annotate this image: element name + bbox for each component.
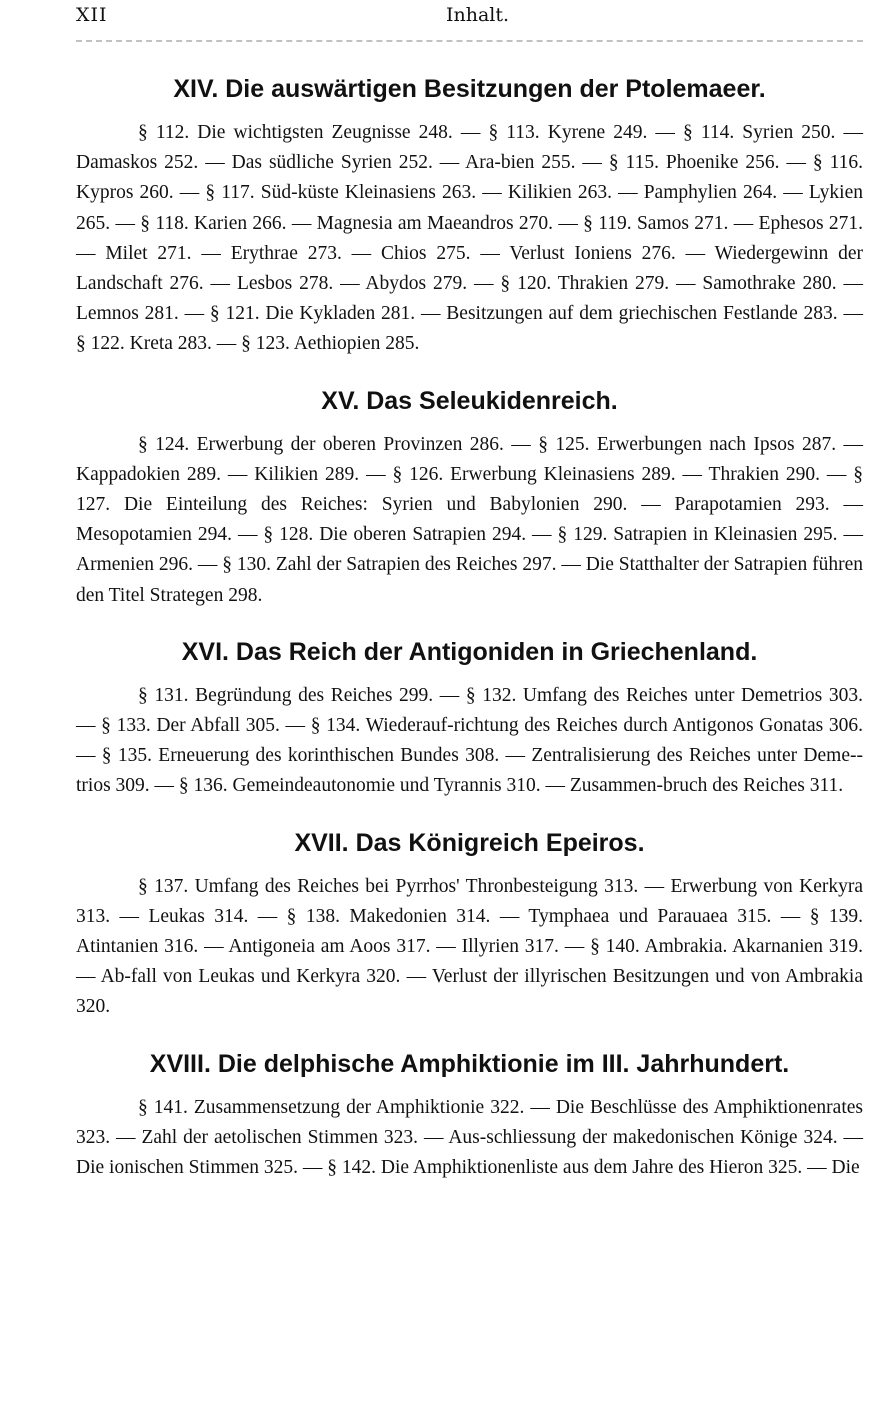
section-title: XIV. Die auswärtigen Besitzungen der Ptolemaeer. [173,75,766,103]
section-xviii [76,1049,863,1184]
page-number: XII [76,4,108,26]
section-xiv [76,74,863,360]
section-title: XV. Das Seleukidenreich. [321,386,618,415]
section-title: XVIII. Die delphische Amphiktionie im III. Jahrhundert. [149,1049,790,1078]
section-body: § 112. Die wichtigsten Zeugnisse 248. — § 113. Kyrene 249. — § 114. Syrien 250. — Damaskos 252. — Das südliche Syrien 252. — Ara-bien 255. — § 115. Phoenike 256. — § 116. Kypros 260. — § 117. Süd-küste Kleinasiens 263. — Kilikien 263. — Pamphylien 264. — Lykien 265. — § 118. Karien 266. — Magnesia am Maeandros 270. — § 119. Samos 271. — Ephesos 271. — Milet 271. — Erythrae 273. — Chios 275. — Verlust Ioniens 276. — Wiedergewinn der Landschaft 276. — Lesbos 278. — Abydos 279. — § 120. Thrakien 279. — Samothrake 280. — Lemnos 281. — § 121. Die Kykladen 281. — Besitzungen auf dem griechischen Festlande 283. — § 122. Kreta 283. — § 123. Aethiopien 285. [76,122,863,355]
header-rule [76,40,863,42]
section-title: XVI. Das Reich der Antigoniden in Griechenland. [181,637,758,666]
section-xvii [76,828,863,1023]
section-body: § 124. Erwerbung der oberen Provinzen 286. — § 125. Erwerbungen nach Ipsos 287. — Kappadokien 289. — Kilikien 289. — § 126. Erwerbung Kleinasiens 289. — Thrakien 290. — § 127. Die Einteilung des Reiches: Syrien und Babylonien 290. — Parapotamien 293. — Mesopotamien 294. — § 128. Die oberen Satrapien 294. — § 129. Satrapien in Kleinasien 295. — Armenien 296. — § 130. Zahl der Satrapien des Reiches 297. — Die Statthalter der Satrapien führen den Titel Strategen 298. [76,433,863,606]
section-title: XVII. Das Königreich Epeiros. [294,828,645,857]
section-body: § 131. Begründung des Reiches 299. — § 132. Umfang des Reiches unter Demetrios 303. — § 133. Der Abfall 305. — § 134. Wiederauf-richtung des Reiches durch Antigonos Gonatas 306. — § 135. Erneuerung des korinthischen Bundes 308. — Zentralisierung des Reiches unter Deme-trios 309. — § 136. Gemeindeautonomie und Tyrannis 310. — Zusammen-bruch des Reiches 311. [76,684,863,797]
section-body: § 137. Umfang des Reiches bei Pyrrhos' Thronbesteigung 313. — Erwerbung von Kerkyra 313. — Leukas 314. — § 138. Makedonien 314. — Tymphaea und Parauaea 315. — § 139. Atintanien 316. — Antigoneia am Aoos 317. — Illyrien 317. — § 140. Ambrakia. Akarnanien 319. — Ab-fall von Leukas und Kerkyra 320. — Verlust der illyrischen Besitzungen und von Ambrakia 320. [76,875,863,1018]
section-body: § 141. Zusammensetzung der Amphiktionie 322. — Die Beschlüsse des Amphiktionenrates 323. — Zahl der aetolischen Stimmen 323. — Aus-schliessung der makedonischen Könige 324. — Die ionischen Stimmen 325. — § 142. Die Amphiktionenliste aus dem Jahre des Hieron 325. — Die [76,1096,863,1179]
section-xv [76,386,863,611]
section-xvi [76,637,863,802]
page-header [76,0,863,44]
running-head: Inhalt. [446,4,510,26]
